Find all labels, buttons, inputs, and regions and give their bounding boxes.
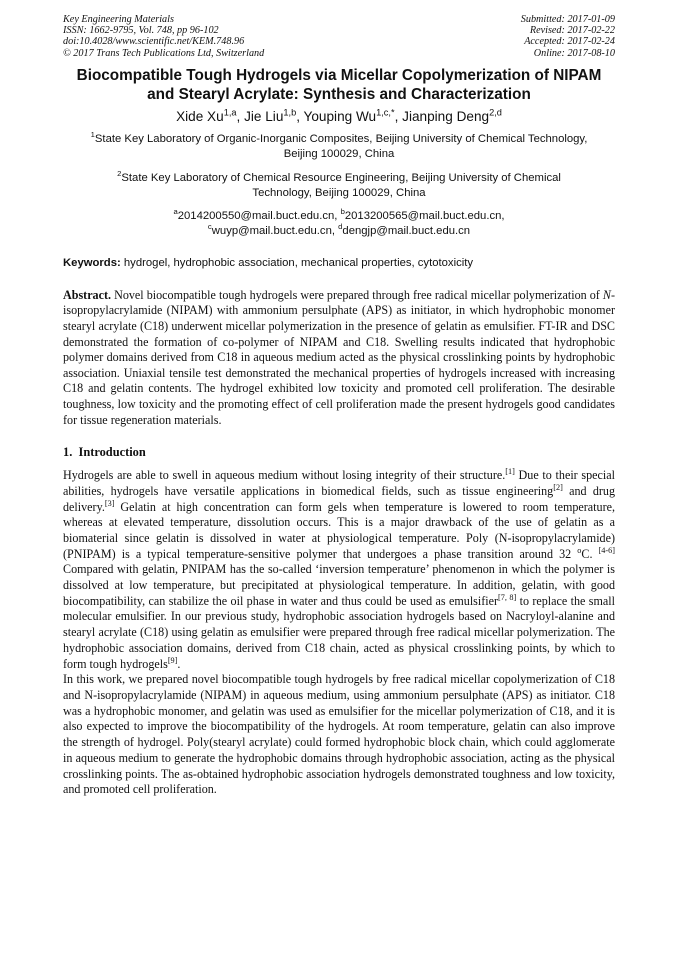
body-text: and drug delivery. <box>63 483 615 514</box>
copyright-line: © 2017 Trans Tech Publications Ltd, Switzerland <box>63 47 265 59</box>
keywords <box>63 256 615 271</box>
body-text: C. <box>581 546 599 561</box>
affiliation-line: State Key Laboratory of Organic-Inorganic Composites, Beijing University of Chemical Technology, <box>94 132 588 145</box>
issn-line: ISSN: 1662-9795, Vol. 748, pp 96-102 <box>63 25 219 37</box>
affiliation-line: Technology, Beijing 100029, China <box>252 187 426 200</box>
author-name: Jie Liu <box>244 108 284 124</box>
citation[interactable]: [4-6] <box>598 545 615 555</box>
section-title: Introduction <box>78 445 146 460</box>
body-text: Due to their special abilities, hydrogels have versatile applications in biomedical fields, such as tissue engineering <box>63 468 615 498</box>
section-number: 1. <box>63 445 73 460</box>
abstract-text: Novel biocompatible tough hydrogels were prepared through free radical micellar polymerization of <box>111 287 603 302</box>
affiliation-sup: 1 <box>90 130 95 140</box>
author-affiliation-sup: 1,b <box>283 107 297 118</box>
degree-symbol: o <box>577 545 582 555</box>
body-text: Gelatin at high concentration can form gels when temperature is lowered to room temperature, whereas at elevated temperature, dissolution occurs. This is a major drawback of the use of gelatin as a biomaterial since gelatin is dissolved in water at physiological temperature. Poly (N-isopropylacrylamide) (PNIPAM) is a typical temperature-sensitive polymer that undergoes a phase transition around 32 <box>63 499 615 561</box>
accepted-date: Accepted: 2017-02-24 <box>524 36 615 48</box>
email-sup: b <box>340 207 345 217</box>
abstract-italic: N <box>602 287 611 302</box>
abstract-text: -isopropylacrylamide (NIPAM) with ammonium persulphate (APS) as initiator, in which hydrophobic monomer stearyl acrylate (C18) underwent micellar polymerization in the presence of gelatin as emulsifier. FT-IR and DSC demonstrated the formation of co-polymer of NIPAM and C18. Swelling results indicated that hydrophobic polymer domains derived from C18 in aqueous medium acted as the physical crosslinking points by hydrophobic association. Uniaxial tensile test demonstrated the mechanical properties of hydrogels increased with increasing C18 and gelatin contents. The hydrogel exhibited low toxicity and promoted cell proliferation. The desirable toughness, low toxicity and the promoting effect of cell proliferation made the present hydrogels good candidates for tissue regeneration materials. <box>63 287 615 427</box>
author-name: Jianping Deng <box>402 108 490 124</box>
abstract <box>63 288 615 428</box>
citation[interactable]: [7, 8] <box>498 592 517 602</box>
email-a[interactable]: 2014200550@mail.buct.edu.cn, <box>177 209 341 222</box>
intro-paragraph-2: In this work, we prepared novel biocompatible tough hydrogels by free radical micellar copolymerization of C18 and N-isopropylacrylamide (NIPAM) in aqueous medium, using ammonium persulphate (APS) as initiator. C18 was a hydrophobic monomer, and gelatin was used as emulsifier for the micellar polymerization of C18, and it is also expected to improve the biocompatibility of the hydrogels. At room temperature, gelatin can also improve the strength of hydrogel. Poly(stearyl acrylate) could formed hydrophobic block chain, which could agglomerate in aqueous medium to generate the hydrophobic domains through hydrophobic association, acting as the physical crosslinking points. The as-obtained hydrophobic association hydrogels demonstrated toughness and low toxicity, and promoted cell proliferation. <box>63 672 615 797</box>
email-d[interactable]: dengjp@mail.buct.edu.cn <box>342 225 471 238</box>
title-line-2: and Stearyl Acrylate: Synthesis and Characterization <box>147 86 531 104</box>
author-affiliation-sup: 1,a <box>223 107 237 118</box>
body-text: Compared with gelatin, PNIPAM has the so-called ‘inversion temperature’ phenomenon in which the polymer is dissolved at low temperature, but precipitated at physiological temperature. In addition, gelatin, with good biocompatibility, can stabilize the oil phase in water and thus could be used as emulsifier <box>63 562 615 608</box>
keywords-label: Keywords: <box>63 256 121 269</box>
affiliation-line: Beijing 100029, China <box>283 148 395 161</box>
affiliation-line: State Key Laboratory of Chemical Resource Engineering, Beijing University of Chemical <box>121 171 561 184</box>
author-affiliation-sup: 1,c,* <box>376 107 395 118</box>
body-text: Hydrogels are able to swell in aqueous medium without losing integrity of their structure. <box>63 468 506 483</box>
author-separator: , <box>394 108 403 124</box>
affiliation-2 <box>63 171 615 202</box>
section-heading <box>63 444 615 460</box>
online-date: Online: 2017-08-10 <box>533 47 615 59</box>
email-c[interactable]: wuyp@mail.buct.edu.cn, <box>211 225 339 238</box>
affiliation-1 <box>63 132 615 163</box>
body-text: . <box>177 656 181 671</box>
email-b[interactable]: 2013200565@mail.buct.edu.cn, <box>344 209 505 222</box>
journal-info <box>63 14 264 59</box>
title-line-1: Biocompatible Tough Hydrogels via Micellar Copolymerization of NIPAM <box>76 66 602 84</box>
author-separator: , <box>296 108 304 124</box>
citation[interactable]: [2] <box>553 482 563 492</box>
doi-line: doi:10.4028/www.scientific.net/KEM.748.96 <box>63 36 245 48</box>
journal-name: Key Engineering Materials <box>63 14 174 25</box>
abstract-label: Abstract. <box>63 287 112 302</box>
revised-date: Revised: 2017-02-22 <box>529 25 615 37</box>
body-text: to replace the small molecular emulsifier. In our previous study, hydrophobic association hydrogels based on Nacryloyl-alanine and stearyl acrylate (C18) using gelatin as emulsifier were prepared through free radical micellar polymerization. The hydrophobic association domains, derived from C18 chain, acted as physical crosslinking points, by which to form tough hydrogels <box>63 593 615 671</box>
email-sup: a <box>173 207 178 217</box>
journal-header <box>63 14 615 59</box>
email-sup: d <box>338 222 343 232</box>
author-list <box>63 107 615 126</box>
email-list <box>63 209 615 240</box>
dates-info <box>521 14 615 59</box>
keywords-text: hydrogel, hydrophobic association, mechanical properties, cytotoxicity <box>120 256 474 269</box>
citation[interactable]: [1] <box>505 467 515 477</box>
citation[interactable]: [9] <box>167 655 178 665</box>
author-name: Youping Wu <box>303 108 377 124</box>
intro-paragraph-1 <box>63 468 615 672</box>
author-affiliation-sup: 2,d <box>489 107 502 118</box>
author-name: Xide Xu <box>176 108 224 124</box>
paper-title <box>63 66 615 105</box>
affiliation-sup: 2 <box>117 169 122 179</box>
author-separator: , <box>236 108 245 124</box>
submitted-date: Submitted: 2017-01-09 <box>520 14 615 25</box>
citation[interactable]: [3] <box>104 498 115 508</box>
email-sup: c <box>207 222 212 232</box>
